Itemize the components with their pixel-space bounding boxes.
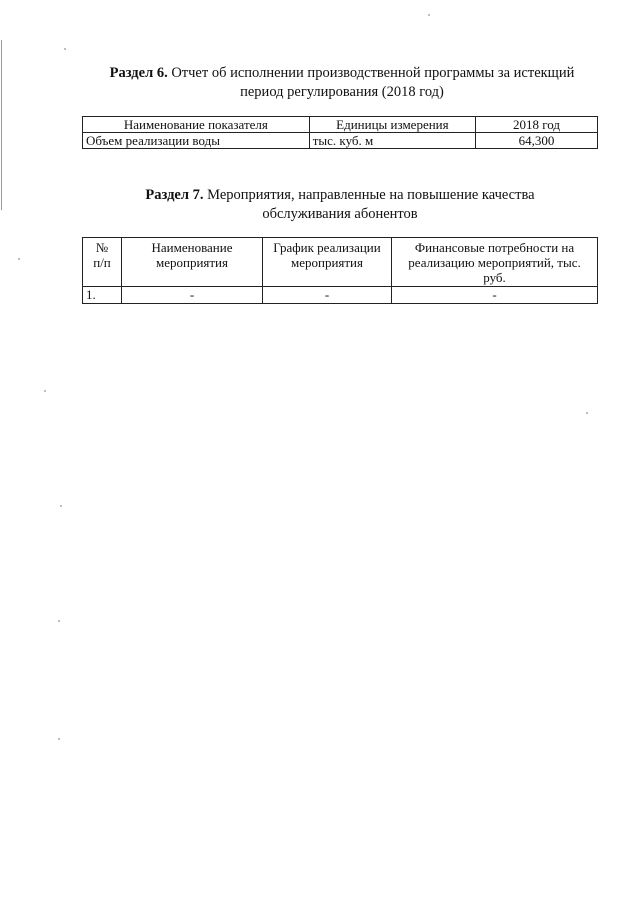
cell-schedule: - bbox=[263, 287, 392, 304]
header-schedule bbox=[263, 238, 392, 287]
header-unit: Единицы измерения bbox=[309, 117, 475, 133]
section6-table bbox=[82, 116, 598, 149]
section7-table bbox=[82, 237, 598, 304]
header-schedule-line1: График реализации bbox=[273, 240, 381, 255]
scan-speck bbox=[58, 620, 60, 622]
cell-number: 1. bbox=[83, 287, 122, 304]
header-number-line2: п/п bbox=[93, 255, 111, 270]
header-measure-name-line1: Наименование bbox=[151, 240, 233, 255]
cell-measure-name: - bbox=[122, 287, 263, 304]
scan-speck bbox=[60, 505, 62, 507]
header-number bbox=[83, 238, 122, 287]
cell-value: 64,300 bbox=[476, 133, 598, 149]
section6-title-line1: Отчет об исполнении производственной программы за истекщий bbox=[171, 65, 575, 81]
scan-speck bbox=[58, 738, 60, 740]
scan-speck bbox=[586, 412, 588, 414]
header-measure-name bbox=[122, 238, 263, 287]
scan-speck bbox=[18, 258, 20, 260]
header-financial-needs-line1: Финансовые потребности на bbox=[414, 240, 575, 255]
header-measure-name-line2: мероприятия bbox=[155, 255, 228, 270]
section7-heading bbox=[80, 186, 600, 224]
table-header-row bbox=[83, 117, 598, 133]
table-row bbox=[83, 133, 598, 149]
scan-speck bbox=[44, 390, 46, 392]
section6-label: Раздел 6. bbox=[109, 65, 168, 81]
header-schedule-line2: мероприятия bbox=[290, 255, 363, 270]
header-indicator-name: Наименование показателя bbox=[83, 117, 310, 133]
section7-title-line2: обслуживания абонентов bbox=[262, 206, 418, 222]
header-year: 2018 год bbox=[476, 117, 598, 133]
scan-speck bbox=[428, 14, 430, 16]
cell-unit: тыс. куб. м bbox=[309, 133, 475, 149]
section6-heading bbox=[82, 64, 602, 102]
scan-speck bbox=[64, 48, 66, 50]
scan-edge-line bbox=[1, 40, 2, 210]
section7-title-line1: Мероприятия, направленные на повышение качества bbox=[207, 187, 535, 203]
table-header-row bbox=[83, 238, 598, 287]
section7-label: Раздел 7. bbox=[145, 187, 204, 203]
cell-indicator-name: Объем реализации воды bbox=[83, 133, 310, 149]
header-financial-needs-line2: реализацию мероприятий, тыс. bbox=[408, 255, 581, 270]
section6-title-line2: период регулирования (2018 год) bbox=[240, 84, 444, 100]
header-financial-needs bbox=[392, 238, 598, 287]
cell-financial-needs: - bbox=[392, 287, 598, 304]
header-number-line1: № bbox=[95, 240, 109, 255]
table-row bbox=[83, 287, 598, 304]
header-financial-needs-line3: руб. bbox=[483, 270, 506, 285]
